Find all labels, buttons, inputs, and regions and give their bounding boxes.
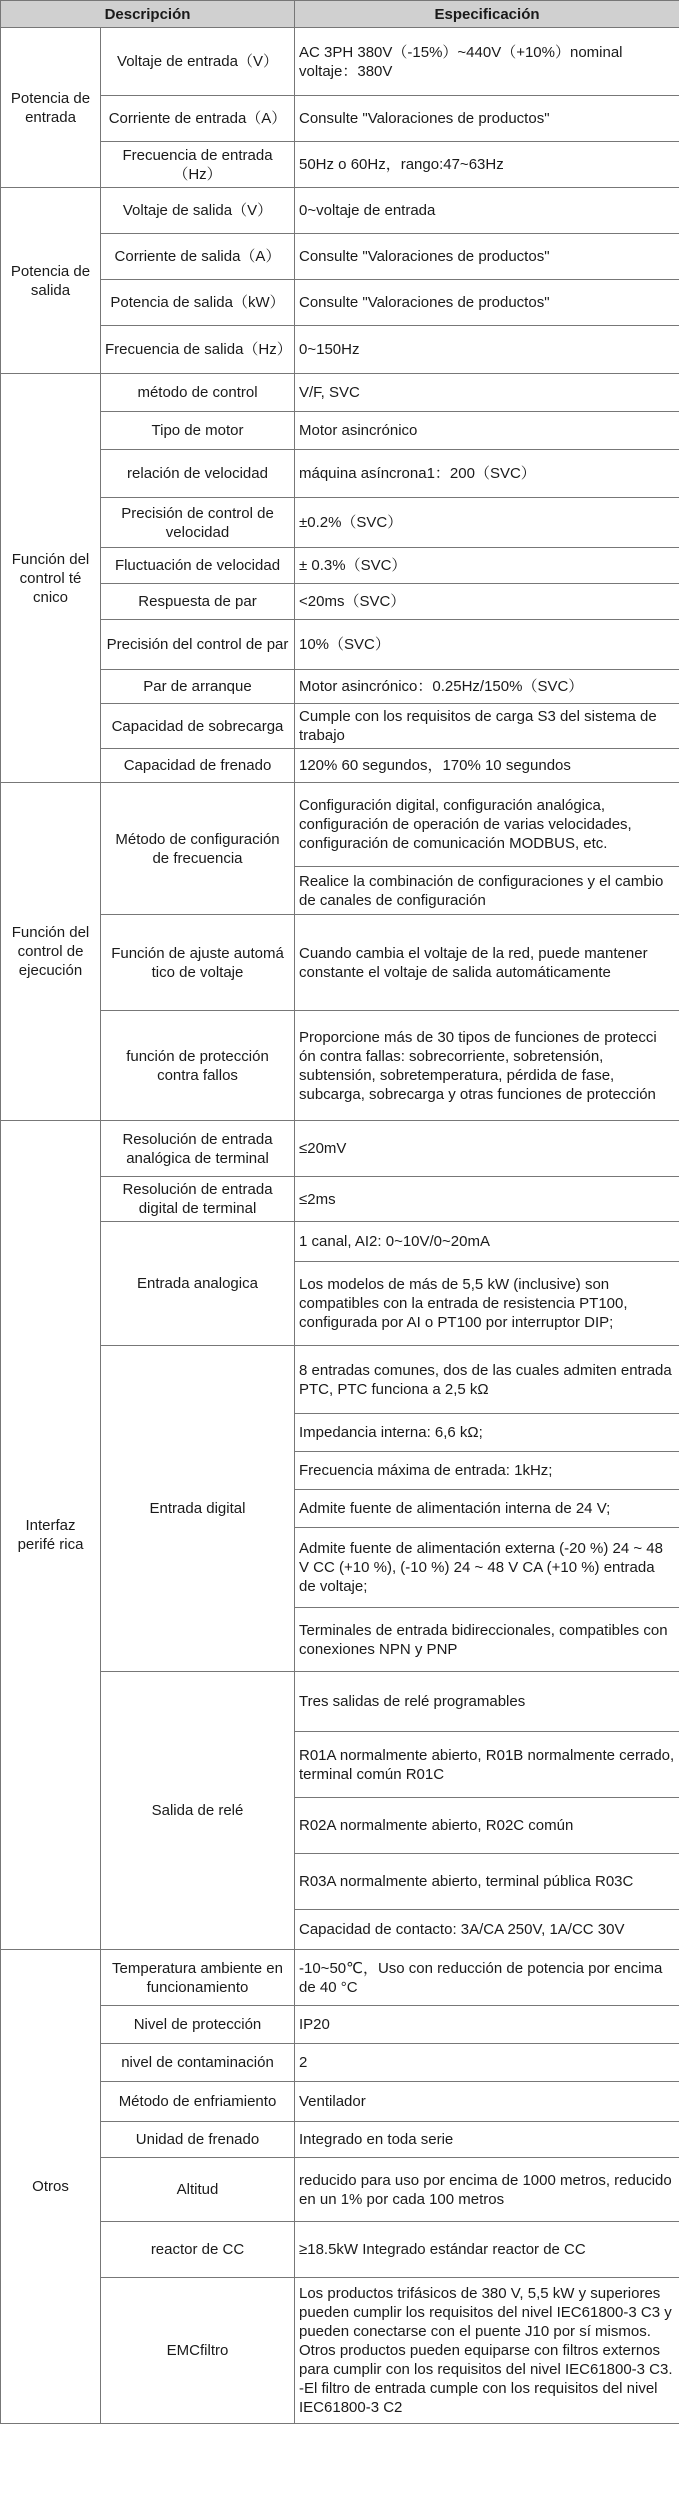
- spec-value-cell: Terminales de entrada bidireccionales, compatibles con conexiones NPN y PNP: [295, 1608, 679, 1672]
- spec-value-cell: Admite fuente de alimentación interna de 24 V;: [295, 1490, 679, 1528]
- spec-value-cell: 120% 60 segundos，170% 10 segundos: [295, 749, 679, 783]
- category-cell: Interfaz perifé rica: [1, 1121, 101, 1950]
- spec-value-cell: Admite fuente de alimentación externa (-20 %) 24 ~ 48 V CC (+10 %), (-10 %) 24 ~ 48 V CA (+10 %) entrada de voltaje;: [295, 1528, 679, 1608]
- description-cell: Tipo de motor: [101, 412, 295, 450]
- spec-value-cell: R01A normalmente abierto, R01B normalmente cerrado, terminal común R01C: [295, 1732, 679, 1798]
- table-row: [1, 2158, 679, 2222]
- category-cell: Función del control té cnico: [1, 374, 101, 783]
- table-row: [1, 326, 679, 374]
- description-cell: reactor de CC: [101, 2222, 295, 2278]
- description-cell: función de protección contra fallos: [101, 1011, 295, 1121]
- description-cell: Temperatura ambiente en funcionamiento: [101, 1950, 295, 2006]
- table-row: [1, 2278, 679, 2424]
- spec-value-cell: Los productos trifásicos de 380 V, 5,5 kW y superiores pueden cumplir los requisitos del nivel IEC61800-3 C3 y pueden conectarse con el puente J10 por sí mismos. Otros productos pueden equiparse con filtros externos para cumplir con los requisitos del nivel IEC61800-3 C3. -El filtro de entrada cumple con los requisitos del nivel IEC61800-3 C2: [295, 2278, 679, 2424]
- table-row: [1, 2222, 679, 2278]
- table-row: [1, 915, 679, 1011]
- table-row: [1, 2082, 679, 2122]
- spec-value-cell: 50Hz o 60Hz，rango:47~63Hz: [295, 142, 679, 188]
- table-row: [1, 1346, 679, 1414]
- description-cell: Salida de relé: [101, 1672, 295, 1950]
- spec-value-cell: Impedancia interna: 6,6 kΩ;: [295, 1414, 679, 1452]
- description-cell: Unidad de frenado: [101, 2122, 295, 2158]
- category-cell: Función del control de ejecución: [1, 783, 101, 1121]
- table-row: [1, 188, 679, 234]
- description-cell: Capacidad de frenado: [101, 749, 295, 783]
- description-cell: Frecuencia de salida（Hz）: [101, 326, 295, 374]
- description-cell: Resolución de entrada analógica de terminal: [101, 1121, 295, 1177]
- description-cell: Voltaje de salida（V）: [101, 188, 295, 234]
- description-cell: Función de ajuste automá tico de voltaje: [101, 915, 295, 1011]
- spec-value-cell: 1 canal, AI2: 0~10V/0~20mA: [295, 1222, 679, 1262]
- table-row: [1, 498, 679, 548]
- table-row: [1, 2122, 679, 2158]
- category-cell: Potencia de entrada: [1, 28, 101, 188]
- description-cell: nivel de contaminación: [101, 2044, 295, 2082]
- spec-value-cell: AC 3PH 380V（-15%）~440V（+10%）nominal voltaje：380V: [295, 28, 679, 96]
- spec-value-cell: Capacidad de contacto: 3A/CA 250V, 1A/CC 30V: [295, 1910, 679, 1950]
- table-row: [1, 2044, 679, 2082]
- spec-value-cell: ± 0.3%（SVC）: [295, 548, 679, 584]
- description-cell: Par de arranque: [101, 670, 295, 704]
- table-row: [1, 28, 679, 96]
- description-cell: Capacidad de sobrecarga: [101, 704, 295, 749]
- table-row: [1, 1177, 679, 1222]
- spec-value-cell: ≤20mV: [295, 1121, 679, 1177]
- spec-value-cell: Los modelos de más de 5,5 kW (inclusive) son compatibles con la entrada de resistencia PT100, configurada por AI o PT100 por interruptor DIP;: [295, 1262, 679, 1346]
- table-row: [1, 1950, 679, 2006]
- spec-value-cell: Cuando cambia el voltaje de la red, puede mantener constante el voltaje de salida automáticamente: [295, 915, 679, 1011]
- table-row: [1, 1672, 679, 1732]
- spec-value-cell: V/F, SVC: [295, 374, 679, 412]
- spec-value-cell: Consulte "Valoraciones de productos": [295, 234, 679, 280]
- description-cell: Método de enfriamiento: [101, 2082, 295, 2122]
- spec-value-cell: ≥18.5kW Integrado estándar reactor de CC: [295, 2222, 679, 2278]
- description-cell: método de control: [101, 374, 295, 412]
- description-cell: EMCfiltro: [101, 2278, 295, 2424]
- table-row: [1, 670, 679, 704]
- description-cell: Altitud: [101, 2158, 295, 2222]
- description-cell: Método de configuración de frecuencia: [101, 783, 295, 915]
- category-cell: Otros: [1, 1950, 101, 2424]
- header-descripcion: Descripción: [1, 1, 295, 28]
- spec-value-cell: Motor asincrónico: [295, 412, 679, 450]
- description-cell: Voltaje de entrada（V）: [101, 28, 295, 96]
- description-cell: relación de velocidad: [101, 450, 295, 498]
- table-row: [1, 142, 679, 188]
- spec-value-cell: Integrado en toda serie: [295, 2122, 679, 2158]
- spec-value-cell: máquina asíncrona1：200（SVC）: [295, 450, 679, 498]
- table-row: [1, 704, 679, 749]
- description-cell: Nivel de protección: [101, 2006, 295, 2044]
- spec-value-cell: Consulte "Valoraciones de productos": [295, 280, 679, 326]
- table-row: [1, 2006, 679, 2044]
- description-cell: Fluctuación de velocidad: [101, 548, 295, 584]
- spec-value-cell: Motor asincrónico：0.25Hz/150%（SVC）: [295, 670, 679, 704]
- table-row: [1, 450, 679, 498]
- table-row: [1, 412, 679, 450]
- table-row: [1, 96, 679, 142]
- spec-value-cell: Realice la combinación de configuraciones y el cambio de canales de configuración: [295, 867, 679, 915]
- header-row: [1, 1, 679, 28]
- spec-value-cell: 10%（SVC）: [295, 620, 679, 670]
- spec-value-cell: ±0.2%（SVC）: [295, 498, 679, 548]
- description-cell: Entrada digital: [101, 1346, 295, 1672]
- table-row: [1, 548, 679, 584]
- spec-value-cell: Proporcione más de 30 tipos de funciones de protecci ón contra fallas: sobrecorriente, sobretensión, subtensión, sobretemperatura, pérdida de fase, subcarga, sobrecarga y otras funciones de protección: [295, 1011, 679, 1121]
- table-row: [1, 280, 679, 326]
- spec-value-cell: IP20: [295, 2006, 679, 2044]
- spec-value-cell: Consulte "Valoraciones de productos": [295, 96, 679, 142]
- description-cell: Precisión del control de par: [101, 620, 295, 670]
- spec-value-cell: <20ms（SVC）: [295, 584, 679, 620]
- table-row: [1, 749, 679, 783]
- table-row: [1, 1121, 679, 1177]
- spec-value-cell: reducido para uso por encima de 1000 metros, reducido en un 1% por cada 100 metros: [295, 2158, 679, 2222]
- spec-body: [1, 28, 679, 2424]
- description-cell: Frecuencia de entrada（Hz）: [101, 142, 295, 188]
- header-especificacion: Especificación: [295, 1, 679, 28]
- spec-value-cell: R03A normalmente abierto, terminal pública R03C: [295, 1854, 679, 1910]
- table-row: [1, 1011, 679, 1121]
- description-cell: Corriente de entrada（A）: [101, 96, 295, 142]
- category-cell: Potencia de salida: [1, 188, 101, 374]
- spec-value-cell: Cumple con los requisitos de carga S3 del sistema de trabajo: [295, 704, 679, 749]
- spec-value-cell: -10~50℃，Uso con reducción de potencia por encima de 40 °C: [295, 1950, 679, 2006]
- table-row: [1, 374, 679, 412]
- spec-value-cell: ≤2ms: [295, 1177, 679, 1222]
- spec-value-cell: 0~voltaje de entrada: [295, 188, 679, 234]
- spec-value-cell: Tres salidas de relé programables: [295, 1672, 679, 1732]
- spec-value-cell: Frecuencia máxima de entrada: 1kHz;: [295, 1452, 679, 1490]
- table-row: [1, 620, 679, 670]
- spec-value-cell: Ventilador: [295, 2082, 679, 2122]
- table-row: [1, 234, 679, 280]
- spec-value-cell: 8 entradas comunes, dos de las cuales admiten entrada PTC, PTC funciona a 2,5 kΩ: [295, 1346, 679, 1414]
- spec-value-cell: Configuración digital, configuración analógica, configuración de operación de varias velocidades, configuración de comunicación MODBUS, etc.: [295, 783, 679, 867]
- description-cell: Potencia de salida（kW）: [101, 280, 295, 326]
- description-cell: Entrada analogica: [101, 1222, 295, 1346]
- description-cell: Respuesta de par: [101, 584, 295, 620]
- spec-value-cell: 2: [295, 2044, 679, 2082]
- table-row: [1, 1222, 679, 1262]
- description-cell: Resolución de entrada digital de terminal: [101, 1177, 295, 1222]
- table-row: [1, 783, 679, 867]
- table-row: [1, 584, 679, 620]
- spec-value-cell: R02A normalmente abierto, R02C común: [295, 1798, 679, 1854]
- description-cell: Corriente de salida（A）: [101, 234, 295, 280]
- spec-value-cell: 0~150Hz: [295, 326, 679, 374]
- description-cell: Precisión de control de velocidad: [101, 498, 295, 548]
